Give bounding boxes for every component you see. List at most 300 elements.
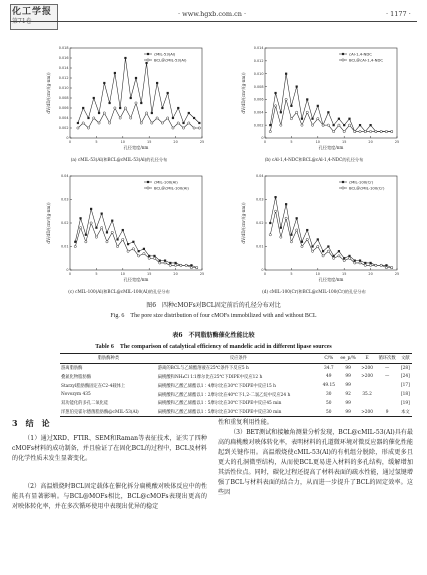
data-point [140,122,142,124]
legend-marker [147,53,149,55]
data-point [280,227,282,229]
page-header [0,0,427,34]
data-point [364,262,366,264]
data-point [332,257,334,259]
data-point [296,229,298,231]
data-point [161,107,163,109]
data-point [108,122,110,124]
x-tick-label: 0 [68,140,72,144]
table-cell: — [385,374,390,380]
x-tick-label: 20 [368,140,373,144]
data-point [103,112,105,114]
x-tick-label: 5 [95,140,98,144]
data-point [190,267,192,269]
data-point [148,255,150,257]
figure-caption-cn: 图6 四种cMOFs对BCL固定前后的孔径分布对比 [146,302,281,309]
data-point [327,111,329,113]
data-point [380,130,382,132]
x-tick-label: 20 [173,140,178,144]
data-point [167,92,169,94]
data-point [290,234,292,236]
table-caption-cn: 表6 不同脂肪酶催化性能比较 [172,332,255,339]
legend-label: BCL@cAl-1,4-NDC [349,57,384,63]
col-eep: ee_p/% [337,354,358,364]
data-point [87,117,89,119]
table-cell: 30 [326,392,332,398]
data-point [317,105,319,107]
data-point [90,208,92,210]
data-point [119,117,121,119]
data-point [333,124,335,126]
data-point [82,107,84,109]
table-cell: 49 [326,374,332,380]
x-tick-label: 25 [199,140,205,144]
data-point [343,130,345,132]
data-point [369,130,371,132]
data-point [327,124,329,126]
data-point [132,241,134,243]
data-point [156,117,158,119]
data-point [285,98,287,100]
data-point [280,111,282,113]
data-point [116,238,118,240]
data-point [106,241,108,243]
data-point [95,236,97,238]
chart-svg-a [40,42,210,164]
data-point [370,262,372,264]
table-cell: 叠氮化物脂肪酶 [61,374,92,380]
data-point [364,130,366,132]
data-point [159,262,161,264]
data-point [185,264,187,266]
data-point [322,124,324,126]
legend-marker [147,59,149,61]
x-tick-label: 10 [120,140,125,144]
chart-b [235,42,405,164]
conclusion-3: （3）BET测试和接触角测量分析发现，BCL@cMIL-53(Al)具有最高的扁桃酸对映体转化率，表明材料的孔道微环境对微反应器的催化性能起到关键作用。高温煅烧使cMIL-53(Al)的有机组分脱除，形成更多且更大的孔洞微型结构，从而使BCL更易进入材料的多孔结构，缓解增加其活性位点。同时，碳化过程还提高了材料表面的疏水性能，通过氢键增强了BCL与材料表面的结合力，从而进一步提升了BCL的固定效率。这些因 [218,429,413,496]
data-point [79,217,81,219]
data-point [143,248,145,250]
data-point [145,62,147,64]
data-point [343,259,345,261]
table-cell [359,381,376,390]
data-point [301,124,303,126]
y-tick-label: 0.002 [253,123,264,128]
data-point [380,264,382,266]
y-tick-label: 0.03 [60,197,69,202]
y-axis-label: dV/dD/(cm³/(g·nm)) [241,72,246,114]
data-point [391,267,393,269]
data-point [274,196,276,198]
table-cell: [24] [400,374,410,380]
data-point [317,118,319,120]
legend-label: BCL@cMIL-53(Al) [154,57,187,63]
table-row [60,390,412,399]
table-cell: 50 [320,408,337,417]
y-tick-label: 0 [261,136,264,141]
data-point [348,257,350,259]
legend-label: cAl-1,4-NDC [349,51,372,57]
legend-marker [342,59,344,61]
x-tick-label: 10 [315,140,320,144]
data-point [153,257,155,259]
data-point [138,250,140,252]
data-point [364,264,366,266]
data-point [151,112,153,114]
table-cell: [19] [400,400,410,406]
data-point [359,130,361,132]
journal-volume: 第71卷 [12,18,32,25]
col-ref: 文献 [399,354,412,364]
table-cell: 99 [345,365,351,371]
data-point [196,267,198,269]
data-point [290,118,292,120]
data-point [301,245,303,247]
table-cell [376,390,399,399]
y-tick-label: 0.02 [255,221,264,226]
data-point [156,82,158,84]
legend-label: cMIL-53(Al) [154,51,176,57]
data-point [87,127,89,129]
data-point [109,102,111,104]
x-tick-label: 20 [368,272,373,276]
journal-logo-text: 化工学报 [12,7,53,17]
x-tick-label: 5 [290,140,293,144]
data-point [332,130,334,132]
data-point [198,127,200,129]
data-point [354,260,356,262]
x-tick-label: 15 [147,140,152,144]
table-cell: 35.2 [362,392,372,398]
x-tick-label: 0 [68,272,72,276]
data-point [169,262,171,264]
table-cell [376,399,399,408]
data-point [269,222,271,224]
data-point [77,127,79,129]
y-axis-label: dV/dD/(cm³/(g·nm)) [46,202,51,244]
y-tick-label: 0 [261,268,264,273]
data-point [348,118,350,120]
x-tick-label: 15 [147,272,152,276]
data-point [290,241,292,243]
data-point [172,127,174,129]
col-e: E [359,354,376,364]
data-point [296,111,298,113]
legend-label: cMIL-100(Cr) [349,179,374,185]
col-cycles: 循环次数 [376,354,399,364]
data-point [385,130,387,132]
table-cell: 92 [345,392,351,398]
data-point [375,130,377,132]
x-tick-label: 15 [342,140,347,144]
table-row [60,399,412,408]
table-cell: 洋葱伯克霍尔德菌脂肪酶@cMIL-53(Al) [60,408,157,417]
table-cell: 扁桃酸和乙酸乙烯酯以1∶4摩尔比在30℃下DIPE中反应15 h [157,383,276,389]
data-point [132,248,134,250]
data-point [143,252,145,254]
data-point [317,238,319,240]
data-point [74,241,76,243]
data-point [359,262,361,264]
data-point [135,77,137,79]
col-conversion: C/% [320,354,337,364]
y-tick-label: 0.018 [58,46,69,51]
table-cell: 扁桃酸和乙酸乙烯酯以1∶2摩尔比在40℃下1,2-二氯乙烷中反应24 h [157,392,291,398]
data-point [130,97,132,99]
data-point [122,229,124,231]
x-tick-label: 25 [394,140,400,144]
conclusion-1: （1）通过XRD、FTIR、SEM和Raman等表征技术，证实了四种cMOFs材料的成功制备，并且验证了在固化BCL的过程中，BCL及材料的化学性质未发生显著变化。 [12,435,207,462]
data-point [127,243,129,245]
x-tick-label: 10 [120,272,125,276]
y-tick-label: 0 [66,136,69,141]
chart-c [40,170,210,296]
data-point [370,124,372,126]
data-point [327,245,329,247]
y-tick-label: 0.004 [253,110,264,115]
x-tick-label: 5 [95,272,98,276]
data-point [169,264,171,266]
data-point [269,124,271,126]
y-tick-label: 0.002 [58,126,69,131]
x-tick-label: 25 [199,272,205,276]
data-point [338,118,340,120]
data-point [375,264,377,266]
data-point [172,117,174,119]
table-cell: 扁桃酸和乙酸乙烯酯以1∶5摩尔比在30℃下DIPE中反应30 min [157,408,320,417]
y-tick-label: 0.010 [253,71,264,76]
table-cell: [18] [400,392,410,398]
data-point [343,257,345,259]
data-point [306,98,308,100]
data-point [198,122,200,124]
data-point [175,262,177,264]
data-point [188,112,190,114]
data-point [306,238,308,240]
y-tick-label: 0.008 [253,84,264,89]
data-point [322,250,324,252]
data-point [140,102,142,104]
table-row [60,381,412,390]
y-tick-label: 0.010 [58,86,69,91]
series-line [75,223,196,268]
data-point [93,97,95,99]
data-point [269,234,271,236]
table-cell: >200 [359,408,376,417]
data-point [101,213,103,215]
x-axis-label: 孔径宽度/nm [123,145,149,150]
x-tick-label: 25 [394,272,400,276]
y-tick-label: 0.014 [58,66,69,71]
x-tick-label: 15 [342,272,347,276]
x-tick-label: 5 [290,272,293,276]
table-cell: 游离的BCL与乙烯酯溶液在25℃条件下反应5 h [157,366,249,372]
data-point [301,118,303,120]
data-point [359,124,361,126]
table-cell: Novozym 435 [61,392,91,398]
y-tick-label: 0 [66,268,69,273]
data-point [101,227,103,229]
chart-svg-d [235,170,405,296]
table-cell: 扁桃酸和NH₄Cl 1∶1摩尔比在25℃下DIPE中反应12 h [157,374,263,380]
subfigure-caption: (d) cMIL-100(Cr)和BCL@cMIL-100(Cr)的孔径分布 [262,289,366,294]
col-conditions: 反应条件 [157,354,320,364]
data-point [274,210,276,212]
table-cell: 49.15 [322,383,335,389]
data-point [359,260,361,262]
legend-label: BCL@cMIL-100(Al) [154,185,189,191]
legend-marker [342,53,344,55]
data-point [85,241,87,243]
data-point [151,122,153,124]
data-point [135,102,137,104]
table-cell: >200 [361,365,374,371]
table-cell: 34.7 [323,365,334,371]
data-point [90,222,92,224]
data-point [177,122,179,124]
series-line [270,197,391,268]
table-row [60,408,412,417]
data-point [145,112,147,114]
y-tick-label: 0.01 [60,244,69,249]
data-point [285,217,287,219]
x-tick-label: 0 [263,140,267,144]
data-point [98,112,100,114]
data-point [106,231,108,233]
data-point [182,122,184,124]
data-point [343,124,345,126]
data-point [137,255,139,257]
y-tick-label: 0.012 [253,59,264,64]
table-cell: Starzyl脂肪酶固定在C2-4载体上 [61,383,126,389]
data-point [85,234,87,236]
data-point [114,72,116,74]
data-point [285,73,287,75]
data-point [385,264,387,266]
data-point [167,117,169,119]
y-tick-label: 0.014 [253,46,264,51]
col-lipase: 脂肪酶种类 [60,354,157,364]
y-axis-label: dV/dD/(cm³/(g·nm)) [46,72,51,114]
data-point [333,255,335,257]
table-cell: 本文 [399,408,412,417]
data-point [177,107,179,109]
data-point [124,107,126,109]
legend-label: cMIL-100(Al) [154,179,178,185]
data-point [159,260,161,262]
conclusion-2-cont: 性和重复利用性能。 [218,419,273,426]
data-point [188,122,190,124]
y-tick-label: 0.006 [253,97,264,102]
x-axis-label: 孔径宽度/nm [318,145,344,150]
table-row [60,373,412,382]
data-point [348,255,350,257]
data-point [111,220,113,222]
data-point [119,107,121,109]
x-tick-label: 10 [315,272,320,276]
data-point [317,245,319,247]
x-axis-label: 孔径宽度/nm [123,277,149,282]
data-point [161,122,163,124]
series-line [270,99,391,131]
table-cell: 游离脂肪酶 [61,366,83,372]
data-point [280,236,282,238]
data-point [153,255,155,257]
series-line [270,74,391,132]
y-tick-label: 0.02 [60,221,69,226]
table-cell: 双功能化的多孔二氧化硅 [61,401,109,407]
data-point [290,105,292,107]
data-point [274,105,276,107]
y-tick-label: 0.012 [58,76,69,81]
data-point [193,127,195,129]
data-point [311,250,313,252]
data-point [174,264,176,266]
data-point [130,117,132,119]
section-title: 3 结 论 [12,418,50,428]
data-point [301,241,303,243]
data-point [311,124,313,126]
table-cell [376,381,399,390]
table-row [60,363,412,372]
data-point [74,245,76,247]
chart-d [235,170,405,296]
legend-marker [342,181,344,183]
chart-a [40,42,210,164]
data-point [127,250,129,252]
data-point [311,245,313,247]
table-cell [359,399,376,408]
data-point [114,107,116,109]
data-point [338,250,340,252]
y-axis-label: dV/dD/(cm³/(g·nm)) [241,202,246,244]
table-cell: 50 [326,400,332,406]
subfigure-caption: (c) cMIL-100(Al)和BCL@cMIL-100(Al)的孔径分布 [68,289,170,294]
data-point [354,130,356,132]
y-tick-label: 0.03 [255,197,264,202]
data-point [348,124,350,126]
data-point [327,250,329,252]
series-line [270,211,391,267]
table-cell: 99 [345,400,351,406]
data-point [148,257,150,259]
data-point [95,227,97,229]
header-rule [10,21,417,22]
data-point [296,85,298,87]
data-point [79,227,81,229]
x-axis-label: 孔径宽度/nm [318,277,344,282]
data-point [180,264,182,266]
data-point [369,264,371,266]
data-point [103,82,105,84]
data-point [391,130,393,132]
data-point [269,130,271,132]
data-point [124,57,126,59]
y-tick-label: 0.04 [60,174,69,179]
data-point [116,245,118,247]
chart-svg-b [235,42,405,164]
table-cell: 99 [345,383,351,389]
data-point [354,262,356,264]
data-point [285,203,287,205]
figure-caption-en: Fig. 6 The pore size distribution of four cMOFs immobilized with and without BCL [110,313,317,319]
data-point [306,111,308,113]
y-tick-label: 0.008 [58,96,69,101]
data-point [190,264,192,266]
y-tick-label: 0.01 [255,244,264,249]
data-point [82,122,84,124]
series-line [75,209,196,268]
